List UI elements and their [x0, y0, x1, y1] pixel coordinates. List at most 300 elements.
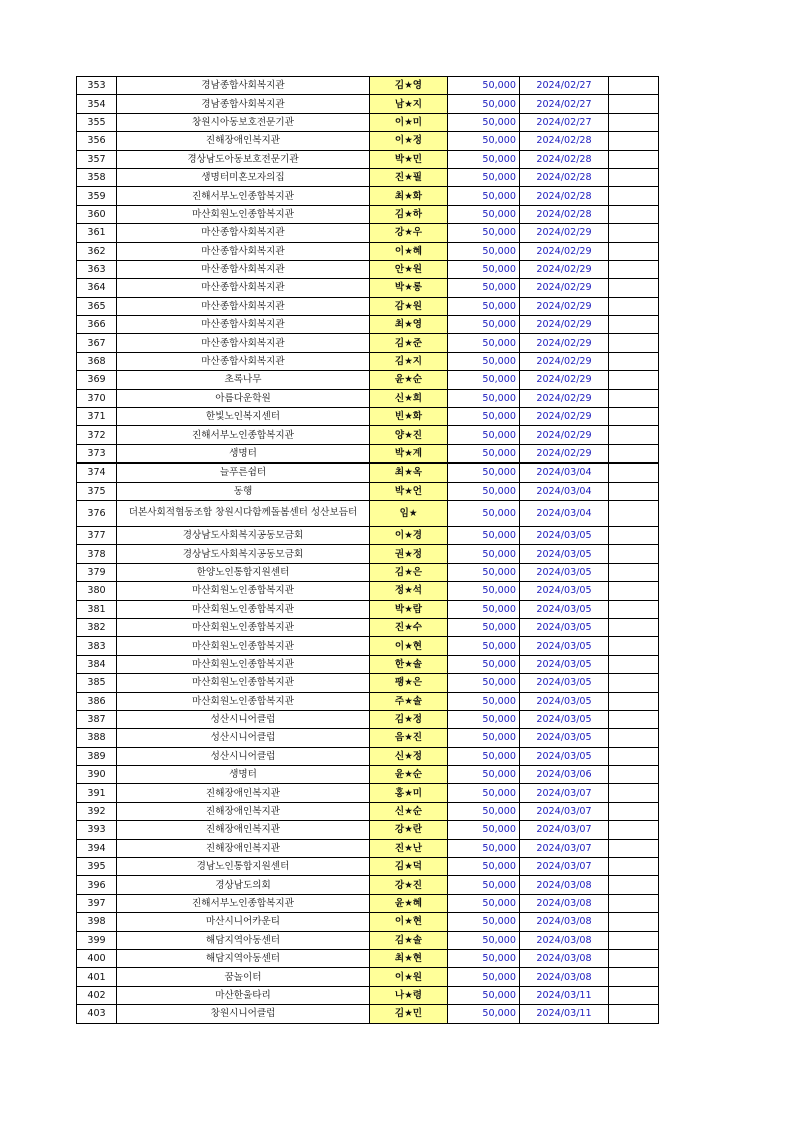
amount: 50,000 — [448, 444, 520, 463]
recipient-name: 김★민 — [370, 1005, 448, 1023]
recipient-name: 박★롱 — [370, 279, 448, 297]
empty-cell — [609, 913, 659, 931]
row-number: 377 — [77, 526, 117, 544]
row-number: 382 — [77, 618, 117, 636]
empty-cell — [609, 821, 659, 839]
date: 2024/03/08 — [520, 949, 609, 967]
date: 2024/03/04 — [520, 500, 609, 526]
amount: 50,000 — [448, 710, 520, 728]
amount: 50,000 — [448, 876, 520, 894]
organization-name: 마산종합사회복지관 — [117, 297, 370, 315]
recipient-name: 강★란 — [370, 821, 448, 839]
recipient-name: 이★정 — [370, 132, 448, 150]
date: 2024/03/05 — [520, 747, 609, 765]
amount: 50,000 — [448, 389, 520, 407]
recipient-name: 진★필 — [370, 168, 448, 186]
recipient-name: 안★원 — [370, 260, 448, 278]
recipient-name: 음★진 — [370, 729, 448, 747]
empty-cell — [609, 205, 659, 223]
empty-cell — [609, 260, 659, 278]
date: 2024/03/05 — [520, 692, 609, 710]
table-row — [77, 563, 659, 581]
organization-name: 마산종합사회복지관 — [117, 316, 370, 334]
amount: 50,000 — [448, 674, 520, 692]
table-row — [77, 168, 659, 186]
date: 2024/03/05 — [520, 618, 609, 636]
recipient-name: 이★경 — [370, 526, 448, 544]
table-row — [77, 187, 659, 205]
recipient-name: 김★준 — [370, 334, 448, 352]
row-number: 367 — [77, 334, 117, 352]
recipient-name: 박★람 — [370, 600, 448, 618]
table-row — [77, 334, 659, 352]
row-number: 365 — [77, 297, 117, 315]
empty-cell — [609, 95, 659, 113]
date: 2024/03/07 — [520, 858, 609, 876]
recipient-name: 양★진 — [370, 426, 448, 444]
empty-cell — [609, 949, 659, 967]
table-row — [77, 729, 659, 747]
amount: 50,000 — [448, 132, 520, 150]
empty-cell — [609, 279, 659, 297]
organization-name: 마산종합사회복지관 — [117, 260, 370, 278]
amount: 50,000 — [448, 784, 520, 802]
date: 2024/03/05 — [520, 545, 609, 563]
organization-name: 마산회원노인종합복지관 — [117, 600, 370, 618]
empty-cell — [609, 426, 659, 444]
row-number: 392 — [77, 802, 117, 820]
date: 2024/02/29 — [520, 352, 609, 370]
empty-cell — [609, 77, 659, 95]
amount: 50,000 — [448, 352, 520, 370]
date: 2024/03/05 — [520, 563, 609, 581]
date: 2024/03/08 — [520, 876, 609, 894]
row-number: 356 — [77, 132, 117, 150]
organization-name: 마산회원노인종합복지관 — [117, 637, 370, 655]
row-number: 381 — [77, 600, 117, 618]
date: 2024/03/05 — [520, 674, 609, 692]
row-number: 400 — [77, 949, 117, 967]
recipient-name: 최★화 — [370, 187, 448, 205]
date: 2024/03/05 — [520, 655, 609, 673]
recipient-name: 권★정 — [370, 545, 448, 563]
amount: 50,000 — [448, 949, 520, 967]
recipient-name: 김★영 — [370, 77, 448, 95]
row-number: 358 — [77, 168, 117, 186]
amount: 50,000 — [448, 242, 520, 260]
recipient-name: 빈★화 — [370, 408, 448, 426]
empty-cell — [609, 352, 659, 370]
date: 2024/02/27 — [520, 113, 609, 131]
recipient-name: 강★우 — [370, 224, 448, 242]
organization-name: 동행 — [117, 482, 370, 500]
organization-name: 진해서부노인종합복지관 — [117, 187, 370, 205]
empty-cell — [609, 297, 659, 315]
recipient-name: 윤★순 — [370, 371, 448, 389]
row-number: 388 — [77, 729, 117, 747]
organization-name: 해담지역아동센터 — [117, 949, 370, 967]
organization-name: 진해서부노인종합복지관 — [117, 426, 370, 444]
amount: 50,000 — [448, 931, 520, 949]
date: 2024/03/05 — [520, 729, 609, 747]
organization-name: 진해장애인복지관 — [117, 784, 370, 802]
empty-cell — [609, 526, 659, 544]
donation-table — [76, 76, 659, 1024]
amount: 50,000 — [448, 802, 520, 820]
organization-name: 성산시니어클럽 — [117, 729, 370, 747]
date: 2024/02/29 — [520, 242, 609, 260]
row-number: 368 — [77, 352, 117, 370]
date: 2024/03/07 — [520, 839, 609, 857]
table-row — [77, 949, 659, 967]
table-row — [77, 482, 659, 500]
row-number: 387 — [77, 710, 117, 728]
table-row — [77, 747, 659, 765]
amount: 50,000 — [448, 77, 520, 95]
amount: 50,000 — [448, 260, 520, 278]
recipient-name: 김★정 — [370, 710, 448, 728]
recipient-name: 임★ — [370, 500, 448, 526]
organization-name: 마산종합사회복지관 — [117, 352, 370, 370]
organization-name: 꿈놀이터 — [117, 968, 370, 986]
amount: 50,000 — [448, 600, 520, 618]
table-row — [77, 986, 659, 1004]
empty-cell — [609, 187, 659, 205]
empty-cell — [609, 1005, 659, 1023]
date: 2024/02/29 — [520, 279, 609, 297]
organization-name: 마산종합사회복지관 — [117, 279, 370, 297]
row-number: 401 — [77, 968, 117, 986]
amount: 50,000 — [448, 205, 520, 223]
table-row — [77, 931, 659, 949]
date: 2024/03/08 — [520, 931, 609, 949]
date: 2024/03/05 — [520, 526, 609, 544]
recipient-name: 김★솔 — [370, 931, 448, 949]
recipient-name: 김★하 — [370, 205, 448, 223]
table-row — [77, 1005, 659, 1023]
recipient-name: 최★옥 — [370, 463, 448, 482]
organization-name: 마산회원노인종합복지관 — [117, 674, 370, 692]
table-row — [77, 913, 659, 931]
date: 2024/03/06 — [520, 766, 609, 784]
organization-name: 마산회원노인종합복지관 — [117, 205, 370, 223]
date: 2024/03/07 — [520, 784, 609, 802]
organization-name: 아름다운학원 — [117, 389, 370, 407]
table-row — [77, 444, 659, 463]
empty-cell — [609, 766, 659, 784]
recipient-name: 이★현 — [370, 637, 448, 655]
empty-cell — [609, 986, 659, 1004]
empty-cell — [609, 150, 659, 168]
empty-cell — [609, 463, 659, 482]
amount: 50,000 — [448, 729, 520, 747]
date: 2024/02/29 — [520, 371, 609, 389]
empty-cell — [609, 371, 659, 389]
table-row — [77, 352, 659, 370]
recipient-name: 최★현 — [370, 949, 448, 967]
empty-cell — [609, 600, 659, 618]
empty-cell — [609, 242, 659, 260]
organization-name: 한양노인통합지원센터 — [117, 563, 370, 581]
amount: 50,000 — [448, 113, 520, 131]
table-row — [77, 766, 659, 784]
organization-name: 진해장애인복지관 — [117, 839, 370, 857]
organization-name: 진해장애인복지관 — [117, 821, 370, 839]
amount: 50,000 — [448, 618, 520, 636]
row-number: 403 — [77, 1005, 117, 1023]
amount: 50,000 — [448, 894, 520, 912]
row-number: 355 — [77, 113, 117, 131]
empty-cell — [609, 710, 659, 728]
table-row — [77, 95, 659, 113]
empty-cell — [609, 618, 659, 636]
date: 2024/02/28 — [520, 150, 609, 168]
empty-cell — [609, 802, 659, 820]
row-number: 373 — [77, 444, 117, 463]
amount: 50,000 — [448, 426, 520, 444]
recipient-name: 진★난 — [370, 839, 448, 857]
recipient-name: 남★지 — [370, 95, 448, 113]
recipient-name: 신★희 — [370, 389, 448, 407]
amount: 50,000 — [448, 839, 520, 857]
organization-name: 더본사회적협동조합 창원시다함께돌봄센터 성산보듬터 — [117, 500, 370, 526]
row-number: 384 — [77, 655, 117, 673]
row-number: 394 — [77, 839, 117, 857]
date: 2024/02/28 — [520, 132, 609, 150]
table-row — [77, 821, 659, 839]
table-row — [77, 279, 659, 297]
amount: 50,000 — [448, 692, 520, 710]
organization-name: 성산시니어클럽 — [117, 747, 370, 765]
row-number: 399 — [77, 931, 117, 949]
empty-cell — [609, 858, 659, 876]
table-row — [77, 132, 659, 150]
organization-name: 마산회원노인종합복지관 — [117, 618, 370, 636]
date: 2024/02/29 — [520, 334, 609, 352]
empty-cell — [609, 316, 659, 334]
row-number: 395 — [77, 858, 117, 876]
date: 2024/03/07 — [520, 821, 609, 839]
table-row — [77, 839, 659, 857]
row-number: 396 — [77, 876, 117, 894]
table-row — [77, 710, 659, 728]
amount: 50,000 — [448, 371, 520, 389]
date: 2024/02/29 — [520, 444, 609, 463]
empty-cell — [609, 931, 659, 949]
table-row — [77, 858, 659, 876]
recipient-name: 이★미 — [370, 113, 448, 131]
recipient-name: 김★지 — [370, 352, 448, 370]
amount: 50,000 — [448, 545, 520, 563]
date: 2024/03/05 — [520, 582, 609, 600]
table-row — [77, 582, 659, 600]
table-row — [77, 463, 659, 482]
recipient-name: 박★계 — [370, 444, 448, 463]
amount: 50,000 — [448, 316, 520, 334]
recipient-name: 이★혜 — [370, 242, 448, 260]
date: 2024/03/07 — [520, 802, 609, 820]
empty-cell — [609, 637, 659, 655]
organization-name: 마산한울타리 — [117, 986, 370, 1004]
amount: 50,000 — [448, 482, 520, 500]
organization-name: 마산종합사회복지관 — [117, 242, 370, 260]
organization-name: 진해서부노인종합복지관 — [117, 894, 370, 912]
organization-name: 해담지역아동센터 — [117, 931, 370, 949]
date: 2024/02/29 — [520, 316, 609, 334]
table-row — [77, 205, 659, 223]
empty-cell — [609, 729, 659, 747]
table-row — [77, 876, 659, 894]
date: 2024/03/11 — [520, 986, 609, 1004]
recipient-name: 김★덕 — [370, 858, 448, 876]
row-number: 371 — [77, 408, 117, 426]
date: 2024/02/29 — [520, 389, 609, 407]
table-row — [77, 637, 659, 655]
amount: 50,000 — [448, 1005, 520, 1023]
row-number: 402 — [77, 986, 117, 1004]
row-number: 378 — [77, 545, 117, 563]
empty-cell — [609, 444, 659, 463]
table-row — [77, 426, 659, 444]
row-number: 375 — [77, 482, 117, 500]
empty-cell — [609, 968, 659, 986]
empty-cell — [609, 563, 659, 581]
table-row — [77, 968, 659, 986]
table-row — [77, 655, 659, 673]
amount: 50,000 — [448, 408, 520, 426]
amount: 50,000 — [448, 747, 520, 765]
empty-cell — [609, 674, 659, 692]
amount: 50,000 — [448, 766, 520, 784]
organization-name: 마산회원노인종합복지관 — [117, 655, 370, 673]
row-number: 362 — [77, 242, 117, 260]
organization-name: 경상남도사회복지공동모금회 — [117, 545, 370, 563]
organization-name: 경남종합사회복지관 — [117, 77, 370, 95]
date: 2024/03/04 — [520, 463, 609, 482]
date: 2024/02/29 — [520, 224, 609, 242]
recipient-name: 이★원 — [370, 968, 448, 986]
date: 2024/03/08 — [520, 913, 609, 931]
organization-name: 초록나무 — [117, 371, 370, 389]
amount: 50,000 — [448, 95, 520, 113]
amount: 50,000 — [448, 168, 520, 186]
amount: 50,000 — [448, 655, 520, 673]
organization-name: 경남종합사회복지관 — [117, 95, 370, 113]
table-row — [77, 894, 659, 912]
row-number: 366 — [77, 316, 117, 334]
table-row — [77, 600, 659, 618]
date: 2024/03/08 — [520, 894, 609, 912]
recipient-name: 박★언 — [370, 482, 448, 500]
empty-cell — [609, 784, 659, 802]
table-row — [77, 77, 659, 95]
empty-cell — [609, 692, 659, 710]
amount: 50,000 — [448, 224, 520, 242]
table-row — [77, 150, 659, 168]
empty-cell — [609, 408, 659, 426]
recipient-name: 이★현 — [370, 913, 448, 931]
row-number: 363 — [77, 260, 117, 278]
row-number: 357 — [77, 150, 117, 168]
table-row — [77, 260, 659, 278]
row-number: 372 — [77, 426, 117, 444]
recipient-name: 팽★은 — [370, 674, 448, 692]
organization-name: 경남노인통합지원센터 — [117, 858, 370, 876]
organization-name: 생명터 — [117, 766, 370, 784]
table-row — [77, 316, 659, 334]
organization-name: 마산회원노인종합복지관 — [117, 692, 370, 710]
organization-name: 창원시니어클럽 — [117, 1005, 370, 1023]
date: 2024/03/11 — [520, 1005, 609, 1023]
organization-name: 마산회원노인종합복지관 — [117, 582, 370, 600]
table-row — [77, 224, 659, 242]
row-number: 370 — [77, 389, 117, 407]
row-number: 383 — [77, 637, 117, 655]
row-number: 369 — [77, 371, 117, 389]
empty-cell — [609, 168, 659, 186]
date: 2024/02/29 — [520, 408, 609, 426]
empty-cell — [609, 500, 659, 526]
table-row — [77, 545, 659, 563]
amount: 50,000 — [448, 986, 520, 1004]
amount: 50,000 — [448, 187, 520, 205]
organization-name: 창원시아동보호전문기관 — [117, 113, 370, 131]
empty-cell — [609, 389, 659, 407]
empty-cell — [609, 482, 659, 500]
table-row — [77, 802, 659, 820]
recipient-name: 정★석 — [370, 582, 448, 600]
row-number: 393 — [77, 821, 117, 839]
organization-name: 생명터 — [117, 444, 370, 463]
recipient-name: 신★정 — [370, 747, 448, 765]
recipient-name: 한★솔 — [370, 655, 448, 673]
table-row — [77, 297, 659, 315]
organization-name: 생명터미혼모자의집 — [117, 168, 370, 186]
recipient-name: 진★수 — [370, 618, 448, 636]
table-row — [77, 692, 659, 710]
row-number: 359 — [77, 187, 117, 205]
organization-name: 성산시니어클럽 — [117, 710, 370, 728]
row-number: 374 — [77, 463, 117, 482]
amount: 50,000 — [448, 968, 520, 986]
amount: 50,000 — [448, 858, 520, 876]
amount: 50,000 — [448, 297, 520, 315]
table-body — [77, 77, 659, 1024]
amount: 50,000 — [448, 821, 520, 839]
row-number: 361 — [77, 224, 117, 242]
table-row — [77, 389, 659, 407]
recipient-name: 최★영 — [370, 316, 448, 334]
amount: 50,000 — [448, 526, 520, 544]
date: 2024/03/04 — [520, 482, 609, 500]
row-number: 398 — [77, 913, 117, 931]
amount: 50,000 — [448, 637, 520, 655]
date: 2024/02/27 — [520, 95, 609, 113]
date: 2024/03/05 — [520, 710, 609, 728]
row-number: 354 — [77, 95, 117, 113]
recipient-name: 강★진 — [370, 876, 448, 894]
amount: 50,000 — [448, 500, 520, 526]
row-number: 386 — [77, 692, 117, 710]
recipient-name: 김★은 — [370, 563, 448, 581]
recipient-name: 감★원 — [370, 297, 448, 315]
row-number: 360 — [77, 205, 117, 223]
empty-cell — [609, 876, 659, 894]
recipient-name: 홍★미 — [370, 784, 448, 802]
amount: 50,000 — [448, 334, 520, 352]
organization-name: 늘푸른쉼터 — [117, 463, 370, 482]
organization-name: 마산시니어카운티 — [117, 913, 370, 931]
